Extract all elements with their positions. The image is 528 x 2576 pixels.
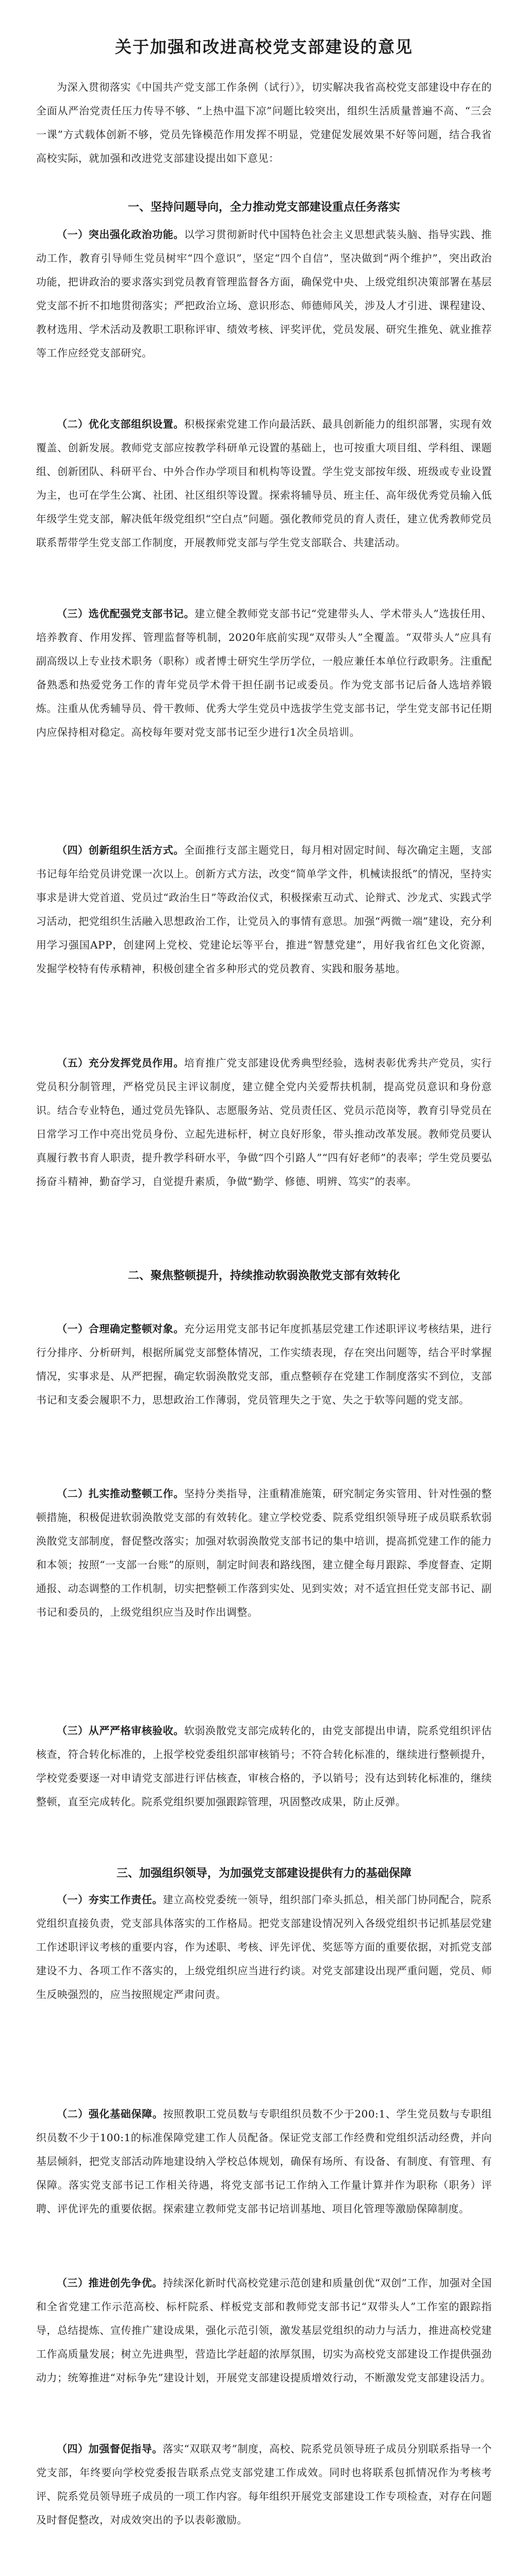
section-3-item-3	[36, 2271, 492, 2389]
section-1-item-1	[36, 223, 492, 365]
section-2-item-2	[36, 1482, 492, 1624]
item-text: 建立高校党委统一领导，组织部门牵头抓总，相关部门协同配合，院系党组织直接负责，党支部具体落实的工作格局。把党支部建设情况列入各级党组织书记抓基层党建工作述职评议考核的重要内容，作为述职、考核、评先评优、奖惩等方面的重要依据，对抓党支部建设不力、各项工作不落实的，上级党组织应当进行约谈。对党支部建设出现严重问题，党员、师生反映强烈的，应当按照规定严肃问责。	[36, 1893, 492, 2001]
section-1-item-4	[36, 838, 492, 980]
section-3-item-2	[36, 2102, 492, 2221]
section-1-heading: 一、坚持问题导向，全力推动党支部建设重点任务落实	[127, 201, 400, 214]
item-lead: （三）选优配强党支部书记。	[57, 607, 195, 620]
item-lead: （三）从严严格审核验收。	[57, 1724, 185, 1737]
item-text: 以学习贯彻新时代中国特色社会主义思想武装头脑、指导实践、推动工作，教育引导师生党员树牢“四个意识”，坚定“四个自信”，坚决做到“两个维护”，突出政治功能，把讲政治的要求落实到党员教育管理监督各方面，确保党中央、上级党组织决策部署在基层党支部不折不扣地贯彻落实；严把政治立场、意识形态、师德师风关，涉及人才引进、课程建设、教材选用、学术活动及教职工职称评审、绩效考核、评奖评优，党员发展、研究生推免、就业推荐等工作应经党支部研究。	[36, 228, 492, 359]
item-text: 软弱涣散党支部完成转化的，由党支部提出申请，院系党组织评估核查，符合转化标准的，上报学校党委组织部审核销号；不符合转化标准的，继续进行整顿提升，学校党委要逐一对申请党支部进行评估核查，审核合格的，予以销号；没有达到转化标准的，继续整顿，直至完成转化。院系党组织要加强跟踪管理，巩固整改成果，防止反弹。	[36, 1724, 492, 1808]
item-lead: （四）创新组织生活方式。	[57, 844, 185, 856]
item-text: 建立健全教师党支部书记“党建带头人、学术带头人”选拔任用、培养教育、作用发挥、管理监督等机制，2020年底前实现“双带头人”全覆盖。“双带头人”应具有副高级以上专业技术职务（职称）或者博士研究生学历学位，一般应兼任本单位行政职务。注重配备熟悉和热爱党务工作的青年党员学术骨干担任副书记或委员。作为党支部书记后备人选培养锻炼。注重从优秀辅导员、骨干教师、优秀大学生党员中选拔学生党支部书记，学生党支部书记任期内应保持相对稳定。高校每年要对党支部书记至少进行1次全员培训。	[36, 607, 492, 738]
section-2-heading: 二、聚焦整顿提升，持续推动软弱涣散党支部有效转化	[127, 1269, 400, 1282]
document-title: 关于加强和改进高校党支部建设的意见	[114, 37, 413, 57]
item-text: 全面推行支部主题党日，每月相对固定时间、每次确定主题，支部书记每年给党员讲党课一次以上。创新方式方法，改变“简单学文件，机械读报纸”的情况，坚持实事求是讲大党首道、党员过“政治生日”等政治仪式，积极探索互动式、论辩式、沙龙式、实践式学习活动，把党组织生活融入思想政治工作，让党员入的事情有意思。加强“两微一端”建设，充分利用学习强国APP，创建网上党校、党建论坛等平台，推进“智慧党建”，用好我省红色文化资源，发掘学校特有传承精神，积极创建全省多种形式的党员教育、实践和服务基地。	[36, 844, 492, 975]
item-lead: （三）推进创先争优。	[57, 2277, 163, 2289]
item-text: 培育推广党支部建设优秀典型经验，选树表彰优秀共产党员，实行党员积分制管理，严格党员民主评议制度，建立健全党内关爱帮扶机制，提高党员意识和身份意识。结合专业特色，通过党员先锋队、志愿服务站、党员责任区、党员示范岗等，教育引导党员在日常学习工作中亮出党员身份、立起先进标杆，树立良好形象，带头推动改革发展。教师党员要认真履行教书育人职责，提升教学科研水平，争做“四个引路人”“四有好老师”的表率；学生党员要弘扬奋斗精神，勤奋学习，自觉提升素质，争做“勤学、修德、明辨、笃实”的表率。	[36, 1057, 492, 1188]
section-3-item-4	[36, 2437, 492, 2532]
item-text: 按照教职工党员数与专职组织员数不少于200:1、学生党员数与专职组织员数不少于100:1的标准保障党建工作人员配备。保证党支部工作经费和党组织活动经费，并向基层倾斜，把党支部活动阵地建设纳入学校总体规划，确保有场所、有设备、有制度、有管理、有保障。落实党支部书记工作相关待遇，将党支部书记工作纳入工作量计算并作为职称（职务）评聘、评优评先的重要依据。探索建立教师党支部书记培训基地、项目化管理等激励保障制度。	[36, 2108, 492, 2215]
item-lead: （二）强化基础保障。	[57, 2108, 163, 2120]
section-1-item-3	[36, 602, 492, 744]
item-lead: （一）突出强化政治功能。	[57, 228, 185, 241]
section-1-item-5	[36, 1051, 492, 1193]
section-2-item-3	[36, 1719, 492, 1814]
item-lead: （二）扎实推动整顿工作。	[57, 1487, 185, 1500]
item-text: 坚持分类指导，注重精准施策，研究制定务实管用、针对性强的整顿措施，积极促进软弱涣散党支部的有效转化。建立学校党委、院系党组织领导班子成员联系软弱涣散党支部制度，督促整改落实；加强对软弱涣散党支部书记的集中培训，提高抓党建工作的能力和本领；按照“一支部一台账”的原则，制定时间表和路线图，建立健全每月跟踪、季度督查、定期通报、动态调整的工作机制，切实把整顿工作落到实处、见到实效；对不适宜担任党支部书记、副书记和委员的，上级党组织应当及时作出调整。	[36, 1487, 492, 1618]
item-lead: （一）夯实工作责任。	[57, 1893, 163, 1906]
item-lead: （一）合理确定整顿对象。	[57, 1323, 185, 1335]
intro-paragraph: 为深入贯彻落实《中国共产党支部工作条例（试行）》，切实解决我省高校党支部建设中存在的全面从严治党责任压力传导不够、“上热中温下凉”问题比较突出，组织生活质量普遍不高、“三会一课”方式载体创新不够，党员先锋模范作用发挥不明显，党建促发展效果不好等问题，结合我省高校实际，就加强和改进党支部建设提出如下意见：	[36, 81, 492, 164]
section-1-item-2	[36, 412, 492, 554]
item-lead: （二）优化支部组织设置。	[57, 418, 185, 430]
item-lead: （五）充分发挥党员作用。	[57, 1057, 185, 1069]
section-3-heading: 三、加强组织领导，为加强党支部建设提供有力的基础保障	[116, 1867, 411, 1880]
item-text: 落实“双联双考”制度，高校、院系党员领导班子成员分别联系指导一个党支部，年终要向学校党委报告联系点党支部党建工作成效。同时也将联系包抓情况作为考核考评、院系党员领导班子成员的一项工作内容。每年组织开展党支部建设工作专项检查，对存在问题及时督促整改，对成效突出的予以表彰激励。	[36, 2443, 492, 2526]
item-text: 积极探索党建工作向最活跃、最具创新能力的组织部署，实现有效覆盖、创新发展。教师党支部应按教学科研单元设置的基础上，也可按重大项目组、学科组、课题组、创新团队、科研平台、中外合作办学项目和机构等设置。学生党支部按年级、班级或专业设置为主，也可在学生公寓、社团、社区组织等设置。探索将辅导员、班主任、高年级优秀党员输入低年级学生党支部，解决低年级党组织“空白点”问题。强化教师党员的育人责任，建立优秀教师党员联系帮带学生党支部工作制度，开展教师党支部与学生党支部联合、共建活动。	[36, 418, 492, 549]
section-3-item-1	[36, 1888, 492, 2006]
item-lead: （四）加强督促指导。	[57, 2443, 163, 2455]
section-2-item-1	[36, 1317, 492, 1412]
item-text: 充分运用党支部书记年度抓基层党建工作述职评议考核结果，进行行分排序、分析研判，根据所属党支部整体情况，工作实绩表现，存在突出问题等，结合平时掌握情况，实事求是、从严把握，确定软弱涣散党支部，重点整顿存在党建工作制度落实不到位，支部书记和支委会履职不力，思想政治工作薄弱，党员管理失之于宽、失之于软等问题的党支部。	[36, 1323, 492, 1406]
item-text: 持续深化新时代高校党建示范创建和质量创优“双创”工作，加强对全国和全省党建工作示范高校、标杆院系、样板党支部和教师党支部书记“双带头人”工作室的跟踪指导，总结提炼、宣传推广建设成果，强化示范引领，激发基层党组织的动力与活力，推进高校党建工作高质量发展；树立先进典型，营造比学赶超的浓厚氛围，切实为高校党支部建设工作提供强劲动力；统筹推进“对标争先”建设计划，开展党支部建设提质增效行动，不断激发党支部建设活力。	[36, 2277, 492, 2384]
